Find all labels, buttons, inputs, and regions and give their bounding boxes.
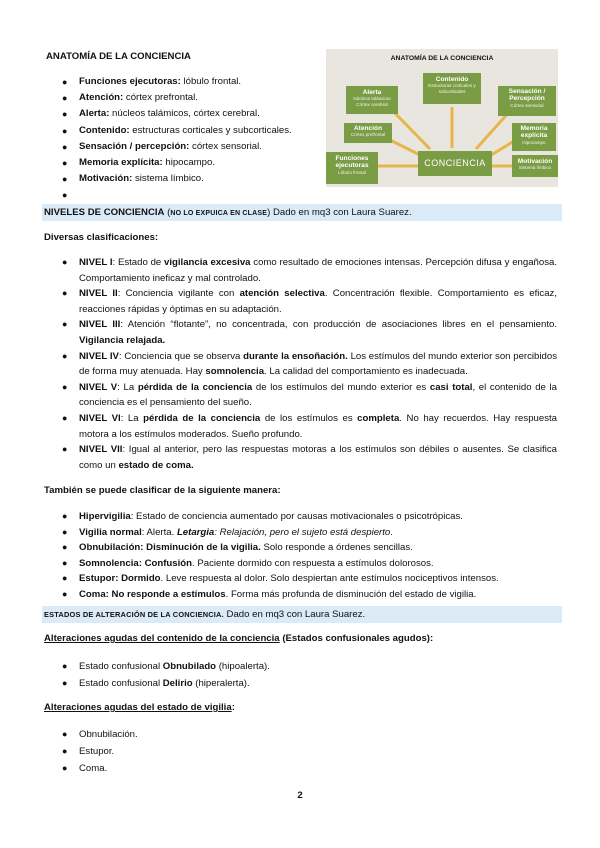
diagram-box-memoria: Memoria explícita Hipocampo xyxy=(512,123,556,151)
nivel-item: ● NIVEL II: Conciencia vigilante con atención selectiva. Concentración flexible. Comportamiento es eficaz, reacciones rápidas y óptimas en su adaptación. xyxy=(62,288,558,315)
nivel-item: ● NIVEL VI: La pérdida de la conciencia de los estímulos es completa. No hay recuerdos. Hay respuesta motora a los estímulos moderados. Sueño profundo. xyxy=(62,412,557,440)
confusional-item: ● Estado confusional Delirio (hiperalerta). xyxy=(79,675,539,692)
anatomia-item: ● Contenido: estructuras corticales y subcorticales. xyxy=(79,123,319,139)
anatomia-item: ● Memoria explícita: hipocampo. xyxy=(79,155,319,171)
clasificacion-item: ● Hipervigilia: Estado de conciencia aumentado por causas motivacionales o psicotrópicas. xyxy=(79,509,559,525)
diversas-heading: Diversas clasificaciones: xyxy=(44,232,159,243)
anatomia-item: ● Atención: córtex prefrontal. xyxy=(79,90,319,106)
bullet-icon: ● xyxy=(62,125,68,136)
confusional-item: ● Estado confusional Obnubilado (hipoalerta). xyxy=(79,658,539,675)
estados-source: Dado en mq3 con Laura Suarez. xyxy=(223,609,366,620)
bullet-icon: ● xyxy=(62,158,68,169)
bullet-icon: ● xyxy=(62,511,68,521)
bullet-icon: ● xyxy=(62,77,68,87)
confusional-list xyxy=(62,658,539,692)
nivel-item: ● NIVEL III: Atención “flotante”, no concentrada, con producción de asociaciones libres en el pensamiento. Vigilancia relajada. xyxy=(62,319,557,346)
section-title-anatomia: ANATOMÍA DE LA CONCIENCIA xyxy=(46,51,191,62)
niveles-note: NO LO EXPUICA EN CLASE xyxy=(170,210,268,217)
anatomia-item: ● Sensación / percepción: córtex sensorial. xyxy=(79,139,319,155)
bullet-icon: ● xyxy=(62,542,68,553)
bullet-icon: ● xyxy=(62,763,68,773)
bullet-icon: ● xyxy=(62,746,68,756)
bullet-icon: ● xyxy=(62,381,68,392)
bullet-icon: ● xyxy=(62,190,68,201)
anatomia-item xyxy=(62,187,319,203)
arrow-sensacion xyxy=(476,111,510,149)
bullet-icon: ● xyxy=(62,93,68,104)
bullet-icon: ● xyxy=(62,661,68,671)
bullet-icon: ● xyxy=(62,412,68,423)
diagram-box-motivacion: Motivación Sistema límbico xyxy=(512,155,558,177)
nivel-item: ● NIVEL VII: Igual al anterior, pero las respuestas motoras a los estímulos son débiles o ausentes. Se clasifica como un estado de coma. xyxy=(62,444,557,471)
vigilia-item: ● Coma. xyxy=(79,760,539,777)
anatomia-item: ● Alerta: núcleos talámicos, córtex cerebral. xyxy=(79,106,319,122)
diagram-box-atencion: Atención Córtex prefrontal xyxy=(344,123,392,143)
diagram-box-contenido: Contenido Estructuras corticales y subcorticales xyxy=(423,73,481,104)
agudas-vigilia-heading: Alteraciones agudas del estado de vigilia: xyxy=(44,702,235,713)
estados-title: ESTADOS DE ALTERACIÓN DE LA CONCIENCIA. xyxy=(44,610,224,619)
anatomia-list xyxy=(62,74,319,203)
bullet-icon: ● xyxy=(62,288,68,299)
diagram-box-sensacion: Sensación / Percepción Córtex sensorial xyxy=(498,86,556,116)
anatomia-item: ● Funciones ejecutoras: lóbulo frontal. xyxy=(79,74,319,90)
estados-heading-band xyxy=(42,606,562,623)
bullet-icon: ● xyxy=(62,141,68,152)
anatomia-item: ● Motivación: sistema límbico. xyxy=(79,171,319,187)
bullet-icon: ● xyxy=(62,444,68,455)
clasificacion-item: ● Vigilia normal: Alerta. Letargia: Relajación, pero el sujeto está despierto. xyxy=(79,525,559,541)
clasificacion-item: ● Obnubilación: Disminución de la vigilia. Solo responde a órdenes sencillas. xyxy=(79,540,559,556)
bullet-icon: ● xyxy=(62,350,68,361)
diagram-box-alerta: Alerta Núcleos talámicos Córtex cerebral xyxy=(346,86,398,114)
bullet-icon: ● xyxy=(62,109,68,120)
agudas-contenido-heading: Alteraciones agudas del contenido de la conciencia (Estados confusionales agudos): xyxy=(44,633,434,644)
nivel-item: ● NIVEL IV: Conciencia que se observa durante la ensoñación. Los estímulos del mundo exterior son percibidos de forma muy atenuada. Hay somnolencia. La calidad del comportamiento es inadecuada. xyxy=(62,350,557,378)
page-number: 2 xyxy=(297,790,303,801)
clasificacion-item: ● Somnolencia: Confusión. Paciente dormido con respuesta a estímulos dolorosos. xyxy=(79,556,559,572)
bullet-icon: ● xyxy=(62,557,68,568)
diagram-title: ANATOMÍA DE LA CONCIENCIA xyxy=(390,55,494,62)
tambien-heading: También se puede clasificar de la siguiente manera: xyxy=(44,485,281,496)
nivel-item: ● NIVEL I: Estado de vigilancia excesiva como resultado de emociones intensas. Percepción difusa y engañosa. Comportamiento ineficaz y mal controlado. xyxy=(62,257,558,284)
clasificacion-item: ● Coma: No responde a estímulos. Forma más profunda de disminución del estado de vigilia. xyxy=(79,587,559,603)
anatomia-diagram xyxy=(326,49,558,187)
nivel-item: ● NIVEL V: La pérdida de la conciencia de los estímulos del mundo exterior es casi total, el contenido de la conciencia es el pensamiento del sueño. xyxy=(62,381,557,409)
bullet-icon: ● xyxy=(62,319,68,330)
bullet-icon: ● xyxy=(62,174,68,185)
bullet-icon: ● xyxy=(62,573,68,584)
niveles-list xyxy=(62,255,558,473)
bullet-icon: ● xyxy=(62,526,68,537)
diagram-box-funciones: Funciones ejecutoras Lóbulo frontal xyxy=(326,152,378,184)
niveles-heading-band: NIVELES DE CONCIENCIA (NO LO EXPUICA EN CLASE) Dado en mq3 con Laura Suarez. xyxy=(42,204,562,221)
vigilia-item: ● Estupor. xyxy=(79,743,539,760)
niveles-source: Dado en mq3 con Laura Suarez. xyxy=(270,207,412,218)
bullet-icon: ● xyxy=(62,729,68,739)
diagram-center-conciencia: CONCIENCIA xyxy=(418,151,492,176)
bullet-icon: ● xyxy=(62,588,68,599)
bullet-icon: ● xyxy=(62,678,68,688)
clasificacion-list xyxy=(62,509,559,603)
niveles-title: NIVELES DE CONCIENCIA xyxy=(44,207,165,218)
bullet-icon: ● xyxy=(62,257,68,267)
vigilia-item: ● Obnubilación. xyxy=(79,726,539,743)
vigilia-list xyxy=(62,726,539,777)
clasificacion-item: ● Estupor: Dormido. Leve respuesta al dolor. Solo despiertan ante estímulos nociceptivos intensos. xyxy=(79,571,559,587)
